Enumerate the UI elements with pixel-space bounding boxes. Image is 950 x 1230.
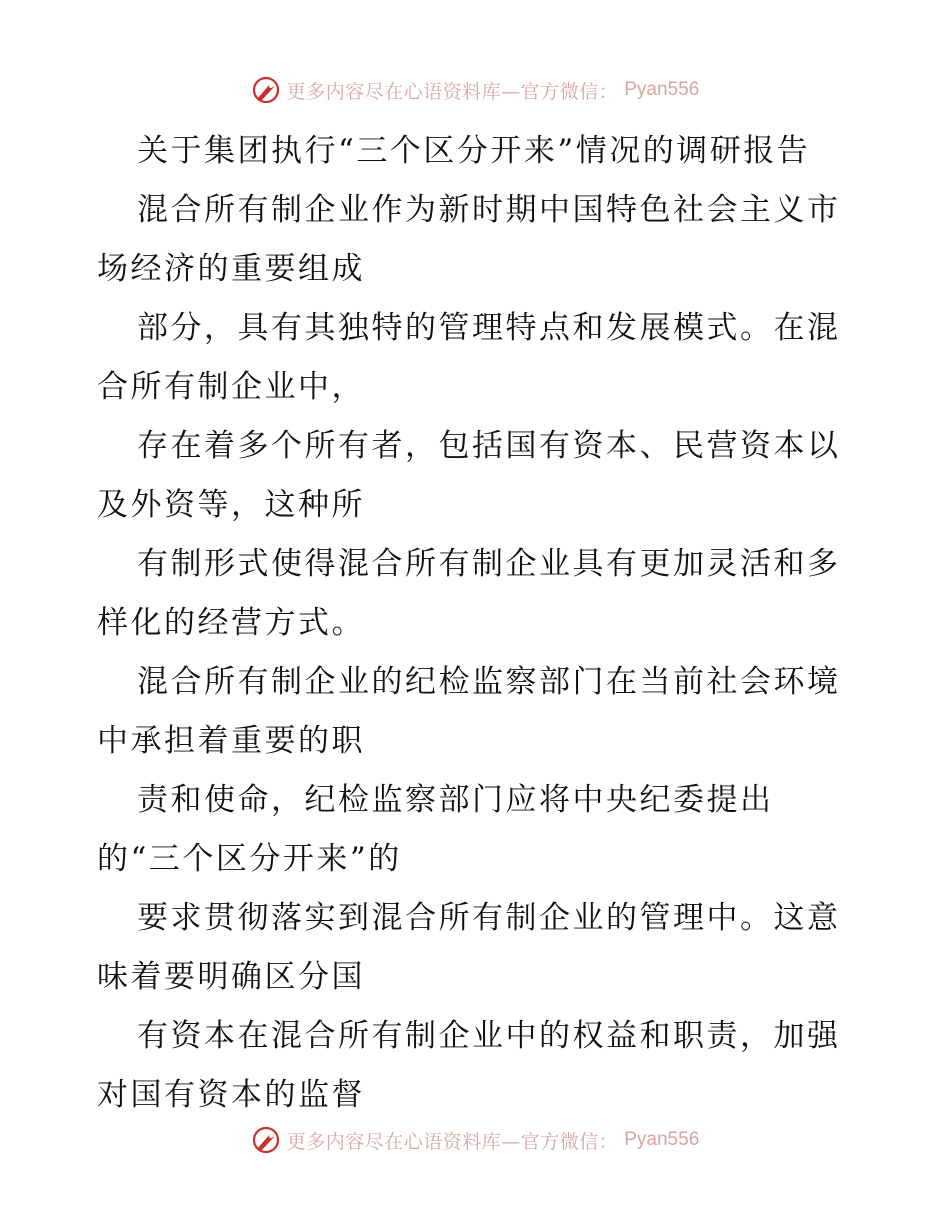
text-line: 有资本在混合所有制企业中的权益和职责，加强 [137,1018,841,1054]
text-line: 及外资等，这种所 [97,487,365,523]
document-body [97,122,857,1125]
text-line: 合所有制企业中， [97,369,365,405]
text-line: 中承担着重要的职 [97,723,365,759]
text-line: 的“三个区分开来”的 [97,841,402,877]
text-line: 部分，具有其独特的管理特点和发展模式。在混 [137,310,841,346]
document-title: 关于集团执行“三个区分开来”情况的调研报告 [137,133,811,169]
text-line: 味着要明确区分国 [97,959,365,995]
text-line: 有制形式使得混合所有制企业具有更加灵活和多 [137,546,841,582]
text-line: 混合所有制企业的纪检监察部门在当前社会环境 [137,664,841,700]
text-line: 责和使命，纪检监察部门应将中央纪委提出 [137,782,774,818]
watermark-wechat-id: Pyan556 [624,1129,700,1150]
pen-nib-circle-icon [251,75,281,105]
text-line: 对国有资本的监督 [97,1077,365,1113]
watermark-wechat-id: Pyan556 [624,79,700,100]
watermark-text: 更多内容尽在心语资料库—官方微信： [286,80,619,103]
text-line: 存在着多个所有者，包括国有资本、民营资本以 [137,428,841,464]
text-line: 要求贯彻落实到混合所有制企业的管理中。这意 [137,900,841,936]
pen-nib-circle-icon [251,1125,281,1155]
text-line: 场经济的重要组成 [97,251,365,287]
footer-watermark [0,1120,950,1160]
text-line: 样化的经营方式。 [97,605,365,641]
text-line: 混合所有制企业作为新时期中国特色社会主义市 [137,192,841,228]
watermark-text: 更多内容尽在心语资料库—官方微信： [286,1130,619,1153]
header-watermark [0,70,950,110]
